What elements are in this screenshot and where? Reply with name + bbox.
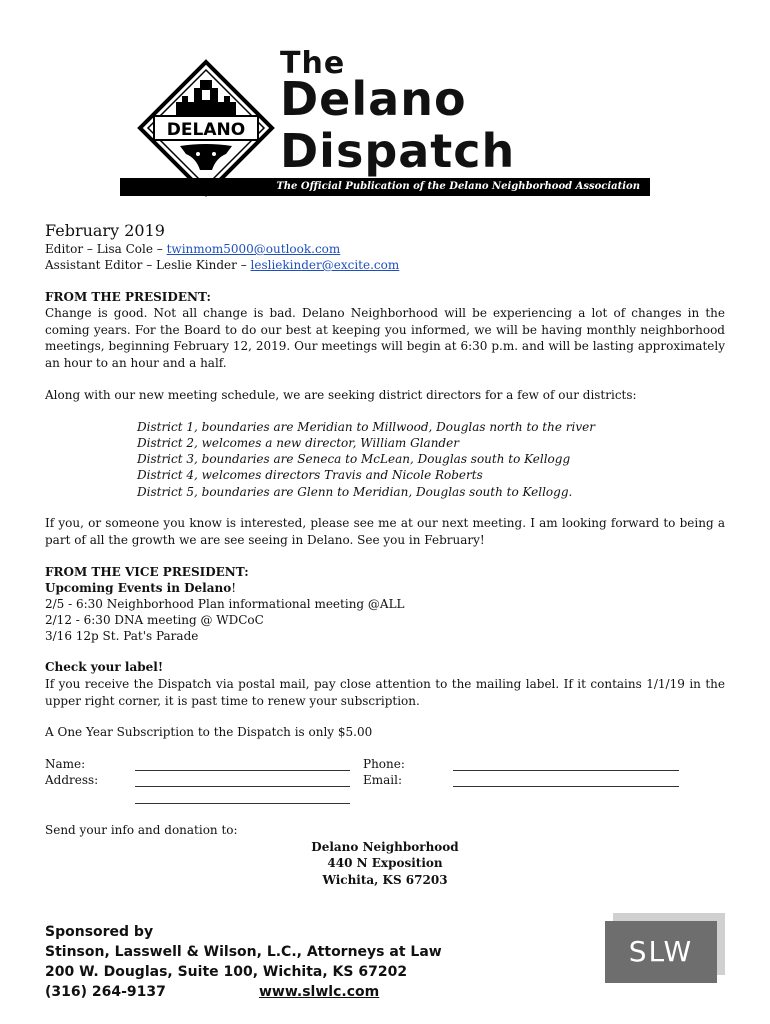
label-heading: Check your label! [45,660,164,674]
address-field-line-2[interactable] [135,803,350,804]
masthead [120,46,650,196]
issue-date: February 2019 [45,221,165,240]
assistant-editor-line [45,257,399,273]
mailing-city: Wichita, KS 67203 [322,873,448,887]
mailing-name: Delano Neighborhood [311,840,459,854]
sponsor-website-link[interactable]: www.slwlc.com [259,984,380,1000]
send-intro: Send your info and donation to: [45,823,238,837]
name-field[interactable] [135,770,350,771]
president-paragraph-2: Along with our new meeting schedule, we are seeking district directors for a few of our districts: [45,388,637,402]
slw-logo-icon [605,913,725,983]
email-label: Email: [363,773,403,787]
president-paragraph-1: Change is good. Not all change is bad. Delano Neighborhood will be experiencing a lot of changes in the coming years. For the Board to do our best at keeping you informed, we will be having monthly neighborhood meetings, beginning February 12, 2019. Our meetings will begin at 6:30 p.m. and will be lasting approximately an hour to an hour and a half. [45,306,725,370]
assistant-editor-label: Assistant Editor – Leslie Kinder – [45,258,251,272]
delano-logo-icon [136,58,276,198]
event-item: 3/16 12p St. Pat's Parade [45,629,199,643]
district-item: District 2, welcomes a new director, William Glander [137,436,459,450]
masthead-dispatch: Dispatch [280,124,516,178]
phone-field[interactable] [453,770,679,771]
events-heading-line [45,580,725,597]
event-item: 2/5 - 6:30 Neighborhood Plan informational meeting @ALL [45,597,405,611]
address-label: Address: [45,773,99,787]
masthead-the: The [280,46,346,81]
sponsor-phone: (316) 264-9137 [45,984,166,1000]
sponsor-firm: Stinson, Lasswell & Wilson, L.C., Attorneys at Law [45,944,442,960]
phone-label: Phone: [363,757,405,771]
district-item: District 1, boundaries are Meridian to Millwood, Douglas north to the river [137,420,595,434]
vice-president-heading: FROM THE VICE PRESIDENT: [45,565,249,579]
subscription-text: A One Year Subscription to the Dispatch is only $5.00 [45,725,373,739]
events-heading: Upcoming Events in Delano [45,581,232,595]
district-item: District 5, boundaries are Glenn to Meridian, Douglas south to Kellogg. [137,485,573,499]
editor-label: Editor – Lisa Cole – [45,242,167,256]
district-item: District 4, welcomes directors Travis and Nicole Roberts [137,468,483,482]
logo-text: DELANO [166,120,246,140]
mailing-street: 440 N Exposition [327,856,443,870]
editor-email-link[interactable]: twinmom5000@outlook.com [166,242,341,256]
masthead-delano: Delano [280,72,467,126]
name-label: Name: [45,757,86,771]
label-paragraph: If you receive the Dispatch via postal mail, pay close attention to the mailing label. If it contains 1/1/19 in the upper right corner, it is past time to renew your subscription. [45,677,725,708]
masthead-tagline: The Official Publication of the Delano Neighborhood Association [120,178,650,196]
slw-logo-text: SLW [628,935,694,968]
sponsor-heading: Sponsored by [45,924,154,940]
events-heading-bang: ! [231,581,237,595]
sponsor-address: 200 W. Douglas, Suite 100, Wichita, KS 67202 [45,964,408,980]
editor-line [45,241,340,257]
president-heading: FROM THE PRESIDENT: [45,290,211,304]
district-item: District 3, boundaries are Seneca to McLean, Douglas south to Kellogg [137,452,571,466]
address-field[interactable] [135,786,350,787]
president-paragraph-3: If you, or someone you know is interested, please see me at our next meeting. I am looking forward to being a part of all the growth we are see seeing in Delano. See you in February! [45,516,725,547]
assistant-editor-email-link[interactable]: lesliekinder@excite.com [250,258,400,272]
event-item: 2/12 - 6:30 DNA meeting @ WDCoC [45,613,264,627]
email-field[interactable] [453,786,679,787]
